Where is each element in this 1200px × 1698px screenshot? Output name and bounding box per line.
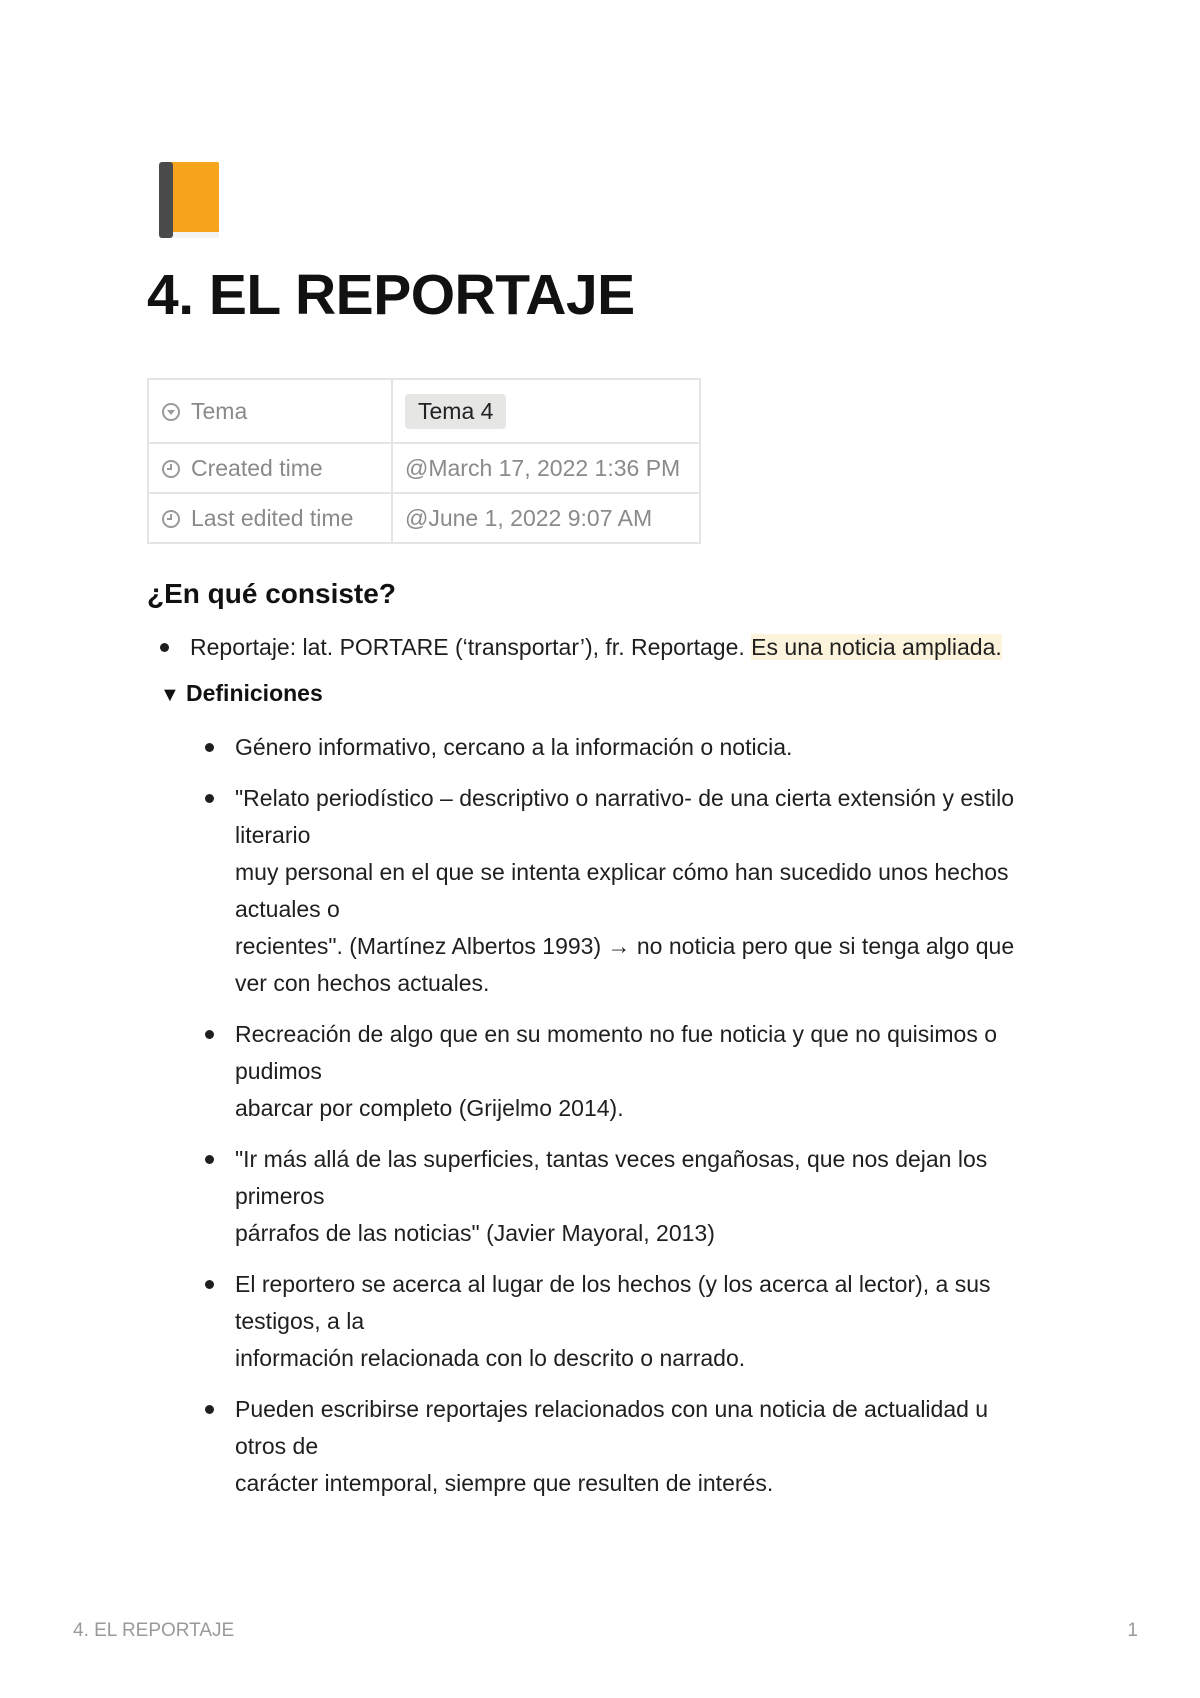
property-key — [148, 443, 392, 493]
definition-line: "Ir más allá de las superficies, tantas veces engañosas, que nos dejan los — [235, 1146, 988, 1172]
tag-chip[interactable]: Tema 4 — [405, 394, 506, 429]
definition-line: testigos, a la — [235, 1308, 365, 1334]
property-key-label: Tema — [191, 397, 248, 424]
definition-line: Género informativo, cercano a la información o noticia. — [235, 734, 793, 760]
bullet-dot — [205, 1280, 214, 1289]
clock-icon — [161, 459, 181, 479]
definition-line: El reportero se acerca al lugar de los hechos (y los acerca al lector), a sus — [235, 1271, 991, 1297]
bullet-dot — [205, 1030, 214, 1039]
properties-table — [147, 378, 701, 544]
definition-line: recientes". (Martínez Albertos 1993) → no noticia pero que si tenga algo que — [235, 933, 1015, 959]
definitions-list — [205, 729, 1075, 1516]
definition-item — [205, 1141, 1075, 1252]
definition-line: "Relato periodístico – descriptivo o narrativo- de una cierta extensión y estilo — [235, 785, 1015, 811]
definition-item — [205, 780, 1075, 1002]
definition-line: ver con hechos actuales. — [235, 970, 490, 996]
list-item — [160, 629, 1090, 665]
property-value: @March 17, 2022 1:36 PM — [392, 443, 700, 493]
definition-line: actuales o — [235, 896, 340, 922]
intro-list — [160, 629, 1090, 665]
definition-line: carácter intemporal, siempre que resulten de interés. — [235, 1470, 774, 1496]
definition-line: párrafos de las noticias" (Javier Mayoral, 2013) — [235, 1220, 715, 1246]
definition-line: muy personal en el que se intenta explicar cómo han sucedido unos hechos — [235, 859, 1009, 885]
bullet-dot — [160, 643, 169, 652]
highlighted-text: Es una noticia ampliada. — [751, 634, 1002, 660]
definition-line: Pueden escribirse reportajes relacionados con una noticia de actualidad u — [235, 1396, 989, 1422]
triangle-down-icon[interactable]: ▼ — [160, 684, 180, 706]
property-row-tema — [148, 379, 700, 443]
definition-item — [205, 1391, 1075, 1502]
property-row-created — [148, 443, 700, 493]
definition-item — [205, 729, 1075, 766]
definition-line: otros de — [235, 1433, 319, 1459]
definition-line: abarcar por completo (Grijelmo 2014). — [235, 1095, 624, 1121]
page-title: 4. EL REPORTAJE — [147, 263, 635, 327]
definition-line: Recreación de algo que en su momento no fue noticia y que no quisimos o — [235, 1021, 998, 1047]
select-icon — [161, 402, 181, 422]
bullet-dot — [205, 743, 214, 752]
bullet-dot — [205, 1155, 214, 1164]
toggle-label: Definiciones — [186, 680, 323, 706]
definition-line: pudimos — [235, 1058, 322, 1084]
clock-icon — [161, 509, 181, 529]
property-value: @June 1, 2022 9:07 AM — [392, 493, 700, 543]
property-value[interactable] — [392, 379, 700, 443]
property-key — [148, 379, 392, 443]
definition-line: primeros — [235, 1183, 325, 1209]
bullet-dot — [205, 1405, 214, 1414]
page-number: 1 — [1127, 1620, 1138, 1641]
definition-line: información relacionada con lo descrito o narrado. — [235, 1345, 746, 1371]
property-key — [148, 493, 392, 543]
definition-line: literario — [235, 822, 311, 848]
property-key-label: Last edited time — [191, 504, 354, 531]
definition-item — [205, 1016, 1075, 1127]
definitions-toggle[interactable] — [160, 680, 323, 707]
property-row-edited — [148, 493, 700, 543]
orange-book-icon — [157, 160, 225, 240]
section-heading: ¿En qué consiste? — [147, 578, 396, 609]
footer-title: 4. EL REPORTAJE — [73, 1620, 235, 1641]
bullet-dot — [205, 794, 214, 803]
intro-text: Reportaje: lat. PORTARE (‘transportar’), fr. Reportage. — [190, 634, 752, 660]
property-key-label: Created time — [191, 454, 323, 481]
definition-item — [205, 1266, 1075, 1377]
